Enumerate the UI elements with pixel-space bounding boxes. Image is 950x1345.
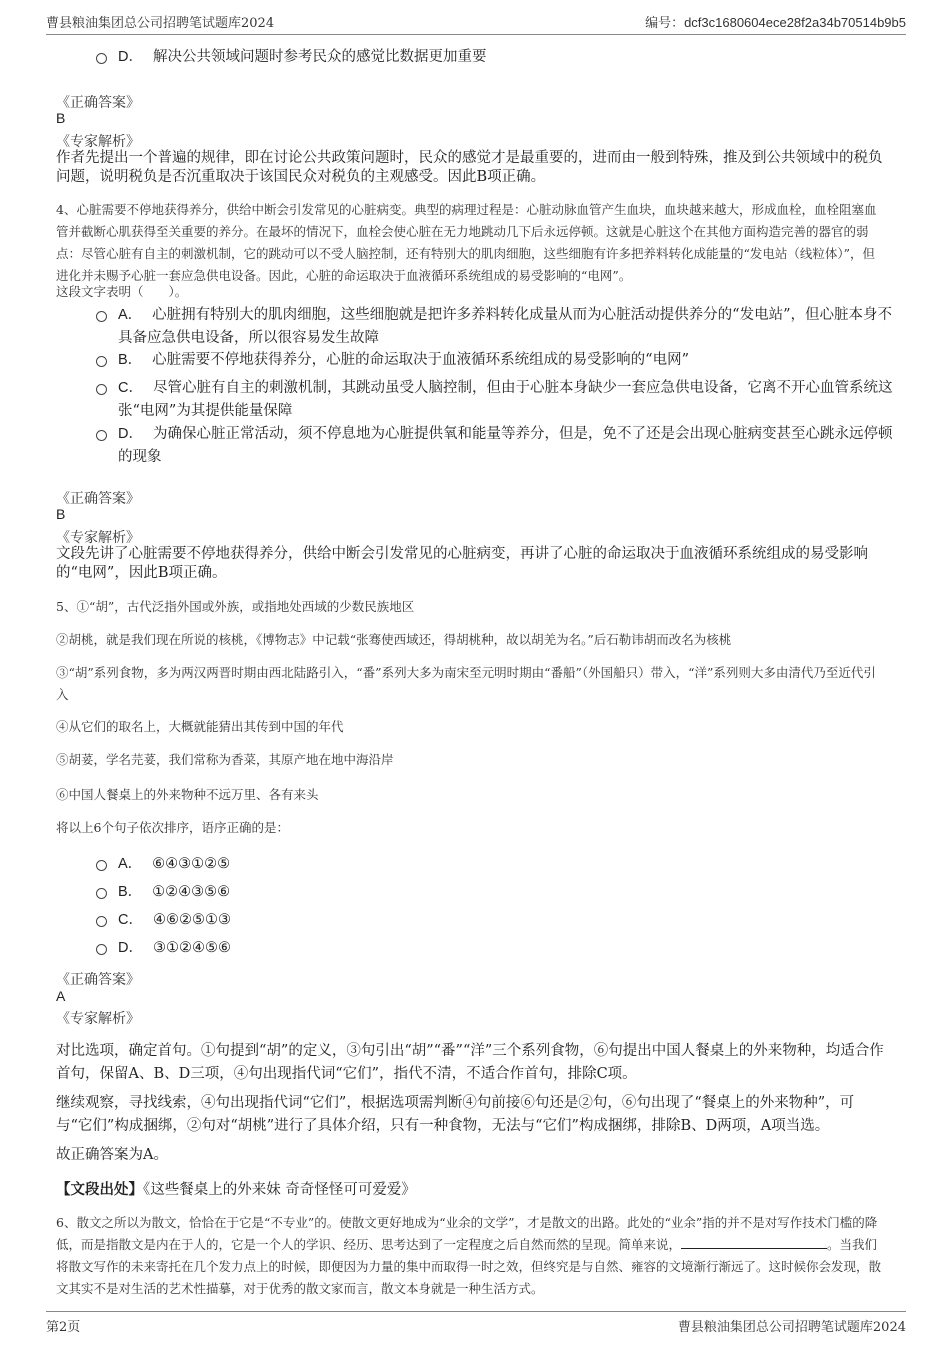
page-footer <box>46 1311 906 1339</box>
q5-source-label: 【文段出处】 <box>56 1181 143 1198</box>
radio-icon[interactable] <box>96 53 107 64</box>
q6-stem: 6、散文之所以为散文，恰恰在于它是“不专业”的。使散文更好地成为“业余的文学”，才是散文的出路。此处的“业余”指的并不是对写作技术门槛的降低，而是指散文是内在于人的，它是一个人的学识、经历、思考达到了一定程度之后自然而然的呈现。简单来说， 。当我们将散文写作的未来寄托在几个发力点上的时候，即便因为力量的集中而取得一时之效，但终究是与自然、雍容的文境渐行渐远了。这时候你会发现，散文其实不是对生活的艺术性描摹，对于优秀的散文家而言，散文本身就是一种生活方式。 <box>56 1215 882 1296</box>
radio-icon[interactable] <box>96 311 107 322</box>
fill-blank[interactable] <box>681 1236 827 1249</box>
q5-sentence-2: ②胡桃，就是我们现在所说的核桃，《博物志》中记载“张骞使西域还，得胡桃种，故以胡羌为名。”后石勒讳胡而改名为核桃 <box>56 632 732 647</box>
q5-source <box>56 1178 886 1202</box>
header-title: 曹县粮油集团总公司招聘笔试题库2024 <box>46 16 275 31</box>
footer-title: 曹县粮油集团总公司招聘笔试题库2024 <box>677 1320 906 1335</box>
q4-option-c[interactable]: C． 尽管心脏有自主的刺激机制，其跳动虽受人脑控制，但由于心脏本身缺少一套应急供电设备，它离不开心血管系统这张“电网”为其提供能量保障 <box>96 377 896 423</box>
page-number: 第2页 <box>46 1320 81 1335</box>
q5-sentence-1: 5、①“胡”，古代泛指外国或外族，或指地处西域的少数民族地区 <box>56 599 415 614</box>
radio-icon[interactable] <box>96 384 107 395</box>
q3-analysis: 作者先提出一个普遍的规律，即在讨论公共政策问题时，民众的感觉才是最重要的，进而由一般到特殊，推及到公共领域中的税负问题，说明税负是否沉重取决于该国民众对税负的主观感受。因此B项正确。 <box>56 150 883 185</box>
q4-option-d[interactable]: D． 为确保心脏正常活动，须不停息地为心脏提供氧和能量等养分，但是，免不了还是会出现心脏病变甚至心跳永远停顿的现象 <box>96 423 896 469</box>
q5-analysis-p1: 对比选项，确定首句。①句提到“胡”的定义，③句引出“胡”“番”“洋”三个系列食物，⑥句提出中国人餐桌上的外来物种，均适合作首句，保留A、B、D三项，④句出现指代词“它们”，指代不清，不适合作首句，排除C项。 <box>56 1043 884 1082</box>
q5-sentence-5: ⑤胡荽，学名芫荽，我们常称为香菜，其原产地在地中海沿岸 <box>56 752 394 767</box>
q5-option-b[interactable]: B． ①②④③⑤⑥ <box>96 881 896 904</box>
q3-option-d[interactable]: D． 解决公共领域问题时参考民众的感觉比数据更加重要 <box>96 46 896 69</box>
q5-analysis-p3: 故正确答案为A。 <box>56 1147 168 1163</box>
q3-answer-label: 《正确答案》 <box>56 95 140 111</box>
q4-answer: B <box>56 506 66 522</box>
q5-sentence-3: ③“胡”系列食物，多为两汉两晋时期由西北陆路引入，“番”系列大多为南宋至元明时期由“番船”（外国船只）带入，“洋”系列则大多由清代乃至近代引入 <box>56 665 876 702</box>
q4-analysis-label: 《专家解析》 <box>56 530 140 546</box>
q3-answer: B <box>56 110 66 126</box>
q3-analysis-label: 《专家解析》 <box>56 134 140 150</box>
q4-question: 这段文字表明（ ）。 <box>56 284 188 299</box>
q5-option-a[interactable]: A． ⑥④③①②⑤ <box>96 853 896 876</box>
q4-stem: 4、心脏需要不停地获得养分，供给中断会引发常见的心脏病变。典型的病理过程是：心脏动脉血管产生血块，血块越来越大，形成血栓，血栓阻塞血管并截断心肌获得至关重要的养分。在最坏的情况下，血栓会使心脏在无力地跳动几下后永远停顿。这就是心脏这个在其他方面构造完善的器官的弱点：尽管心脏有自主的刺激机制，它的跳动可以不受人脑控制，还有特别大的肌肉细胞，这些细胞有许多把养料转化成能量的“发电站（线粒体）”，但进化并未赐予心脏一套应急供电设备。因此，心脏的命运取决于血液循环系统组成的易受影响的“电网”。 <box>56 202 877 283</box>
q4-option-a[interactable]: A． 心脏拥有特别大的肌肉细胞，这些细胞就是把许多养料转化成量从而为心脏活动提供养分的“发电站”，但心脏本身不具备应急供电设备，所以很容易发生故障 <box>96 304 896 350</box>
page-header <box>46 12 906 35</box>
radio-icon[interactable] <box>96 916 107 927</box>
radio-icon[interactable] <box>96 860 107 871</box>
q5-answer-label: 《正确答案》 <box>56 972 140 988</box>
q5-answer: A <box>56 988 66 1004</box>
q4-analysis: 文段先讲了心脏需要不停地获得养分，供给中断会引发常见的心脏病变，再讲了心脏的命运取决于血液循环系统组成的易受影响的“电网”，因此B项正确。 <box>56 546 868 581</box>
q5-sentence-6: ⑥中国人餐桌上的外来物种不远万里、各有来头 <box>56 787 319 802</box>
radio-icon[interactable] <box>96 888 107 899</box>
q5-option-c[interactable]: C． ④⑥②⑤①③ <box>96 909 896 932</box>
header-code: 编号：dcf3c1680604ece28f2a34b70514b9b5 <box>645 15 906 30</box>
q4-option-b[interactable]: B． 心脏需要不停地获得养分，心脏的命运取决于血液循环系统组成的易受影响的“电网” <box>96 349 896 372</box>
radio-icon[interactable] <box>96 430 107 441</box>
q5-option-d[interactable]: D． ③①②④⑤⑥ <box>96 937 896 960</box>
q4-answer-label: 《正确答案》 <box>56 491 140 507</box>
q5-source-title: 《这些餐桌上的外来妹 奇奇怪怪可可爱爱》 <box>143 1182 416 1198</box>
q5-analysis-label: 《专家解析》 <box>56 1011 140 1027</box>
radio-icon[interactable] <box>96 356 107 367</box>
q5-question: 将以上6个句子依次排序，语序正确的是： <box>56 820 289 835</box>
q5-sentence-4: ④从它们的取名上，大概就能猜出其传到中国的年代 <box>56 719 344 734</box>
radio-icon[interactable] <box>96 944 107 955</box>
q5-analysis-p2: 继续观察，寻找线索，④句出现指代词“它们”，根据选项需判断④句前接⑥句还是②句，⑥句出现了“餐桌上的外来物种”，可与“它们”构成捆绑，②句对“胡桃”进行了具体介绍，只有一种食物，无法与“它们”构成捆绑，排除B、D两项，A项当选。 <box>56 1095 855 1134</box>
